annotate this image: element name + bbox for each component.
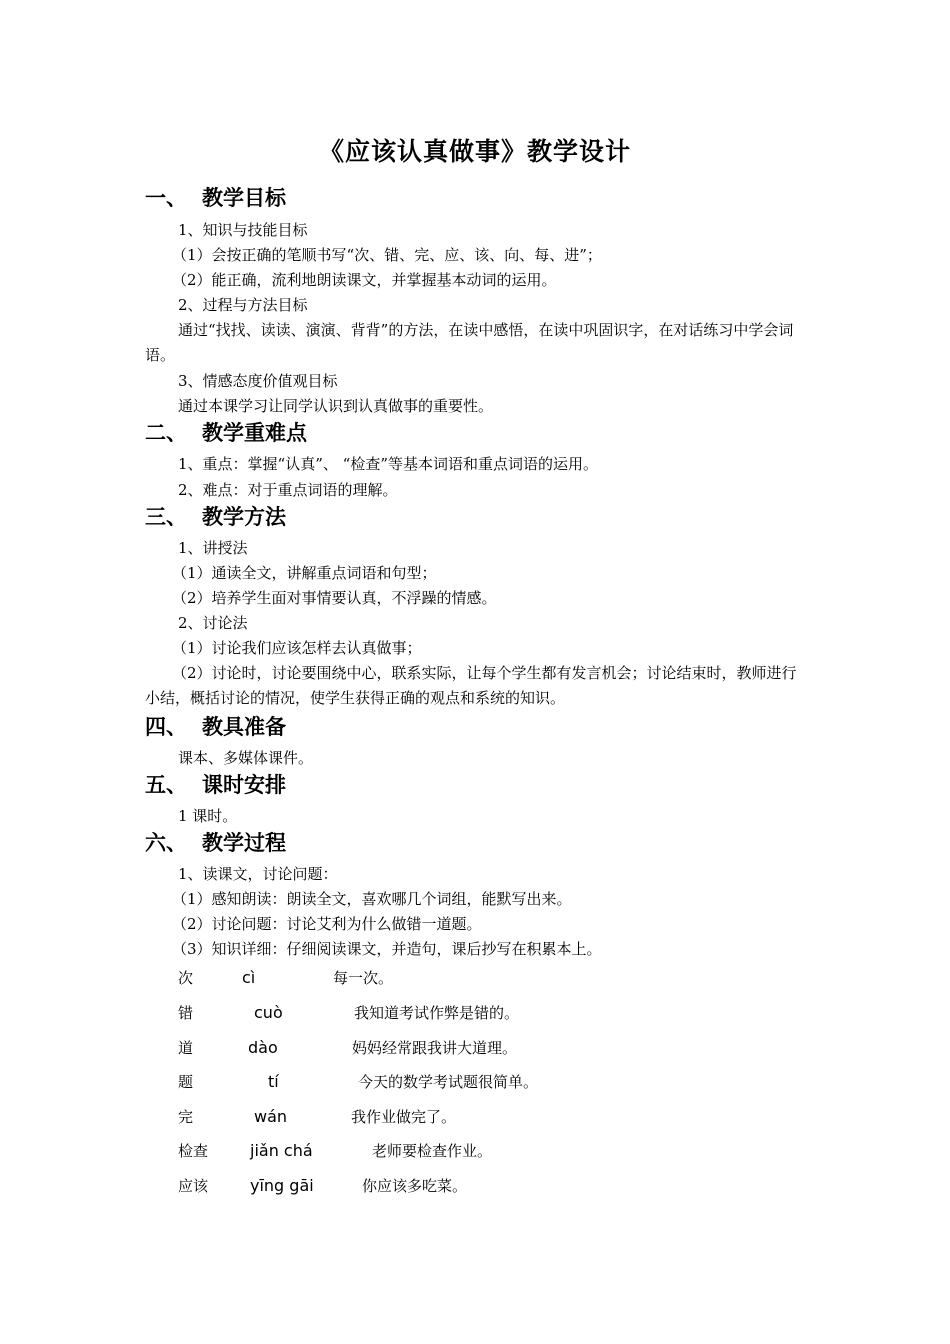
paragraph: （2）讨论时，讨论要围绕中心，联系实际，让每个学生都有发言机会；讨论结束时，教师进行小结，概括讨论的情况，使学生获得正确的观点和系统的知识。 (145, 664, 797, 707)
paragraph: 通过本课学习让同学认识到认真做事的重要性。 (178, 397, 494, 415)
vocab-word: 应该 (178, 1177, 209, 1195)
paragraph: 1、读课文，讨论问题： (178, 865, 338, 883)
paragraph: 2、讨论法 (178, 614, 248, 632)
paragraph: （1）会按正确的笔顺书写“次、错、完、应、该、向、每、进”； (172, 246, 602, 264)
section-number: 五、 (145, 773, 187, 797)
vocab-sentence: 你应该多吃菜。 (362, 1177, 468, 1195)
vocab-pinyin: cì (242, 968, 256, 987)
paragraph: （1）感知朗读：朗读全文，喜欢哪几个词组，能默写出来。 (172, 890, 572, 908)
paragraph: （1）讨论我们应该怎样去认真做事； (172, 639, 422, 657)
paragraph: （1）通读全文，讲解重点词语和句型； (172, 564, 437, 582)
section-number: 三、 (145, 505, 187, 529)
paragraph: 通过“找找、读读、演演、背背”的方法，在读中感悟，在读中巩固识字，在对话练习中学会词语。 (145, 321, 794, 364)
vocab-sentence: 我作业做完了。 (351, 1108, 457, 1126)
vocab-word: 题 (178, 1073, 194, 1091)
section-title: 教学过程 (202, 831, 286, 855)
section-heading-2 (145, 420, 307, 446)
paragraph: 2、过程与方法目标 (178, 296, 308, 314)
vocab-word: 道 (178, 1039, 194, 1057)
paragraph: 3、情感态度价值观目标 (178, 372, 338, 390)
vocab-sentence: 今天的数学考试题很简单。 (358, 1073, 539, 1091)
section-heading-1 (145, 185, 286, 211)
paragraph: 2、难点：对于重点词语的理解。 (178, 481, 398, 499)
vocab-word: 检查 (178, 1142, 209, 1160)
paragraph: （2）培养学生面对事情要认真，不浮躁的情感。 (172, 589, 497, 607)
section-heading-5 (145, 772, 286, 798)
paragraph: （2）讨论问题：讨论艾利为什么做错一道题。 (172, 915, 482, 933)
paragraph: （3）知识详细：仔细阅读课文，并造句，课后抄写在积累本上。 (172, 940, 602, 958)
vocab-sentence: 每一次。 (333, 969, 394, 987)
section-title: 教具准备 (202, 715, 286, 739)
section-number: 四、 (145, 715, 187, 739)
section-number: 二、 (145, 421, 187, 445)
section-number: 六、 (145, 831, 187, 855)
paragraph: 课本、多媒体课件。 (178, 749, 314, 767)
section-heading-4 (145, 714, 286, 740)
vocab-word: 完 (178, 1108, 194, 1126)
section-number: 一、 (145, 186, 187, 210)
vocab-pinyin: tí (268, 1072, 279, 1091)
section-title: 教学重难点 (202, 421, 307, 445)
vocab-pinyin: jiǎn chá (250, 1141, 313, 1160)
section-heading-6 (145, 830, 286, 856)
vocab-pinyin: wán (254, 1107, 288, 1126)
vocab-sentence: 我知道考试作弊是错的。 (354, 1004, 520, 1022)
section-title: 课时安排 (202, 773, 286, 797)
paragraph: （2）能正确，流利地朗读课文，并掌握基本动词的运用。 (172, 271, 557, 289)
section-heading-3 (145, 504, 286, 530)
vocab-sentence: 妈妈经常跟我讲大道理。 (352, 1039, 518, 1057)
section-title: 教学目标 (202, 186, 286, 210)
vocab-sentence: 老师要检查作业。 (372, 1142, 493, 1160)
vocab-pinyin: dào (248, 1038, 278, 1057)
document-title: 《应该认真做事》教学设计 (318, 137, 631, 166)
section-title: 教学方法 (202, 505, 286, 529)
paragraph: 1、讲授法 (178, 539, 248, 557)
paragraph: 1、重点：掌握“认真”、 “检查”等基本词语和重点词语的运用。 (178, 455, 598, 473)
vocab-pinyin: cuò (254, 1003, 283, 1022)
vocab-word: 错 (178, 1004, 194, 1022)
paragraph: 1、知识与技能目标 (178, 221, 308, 239)
vocab-pinyin: yīng gāi (250, 1176, 314, 1195)
paragraph: 1 课时。 (178, 807, 238, 825)
vocab-word: 次 (178, 969, 194, 987)
